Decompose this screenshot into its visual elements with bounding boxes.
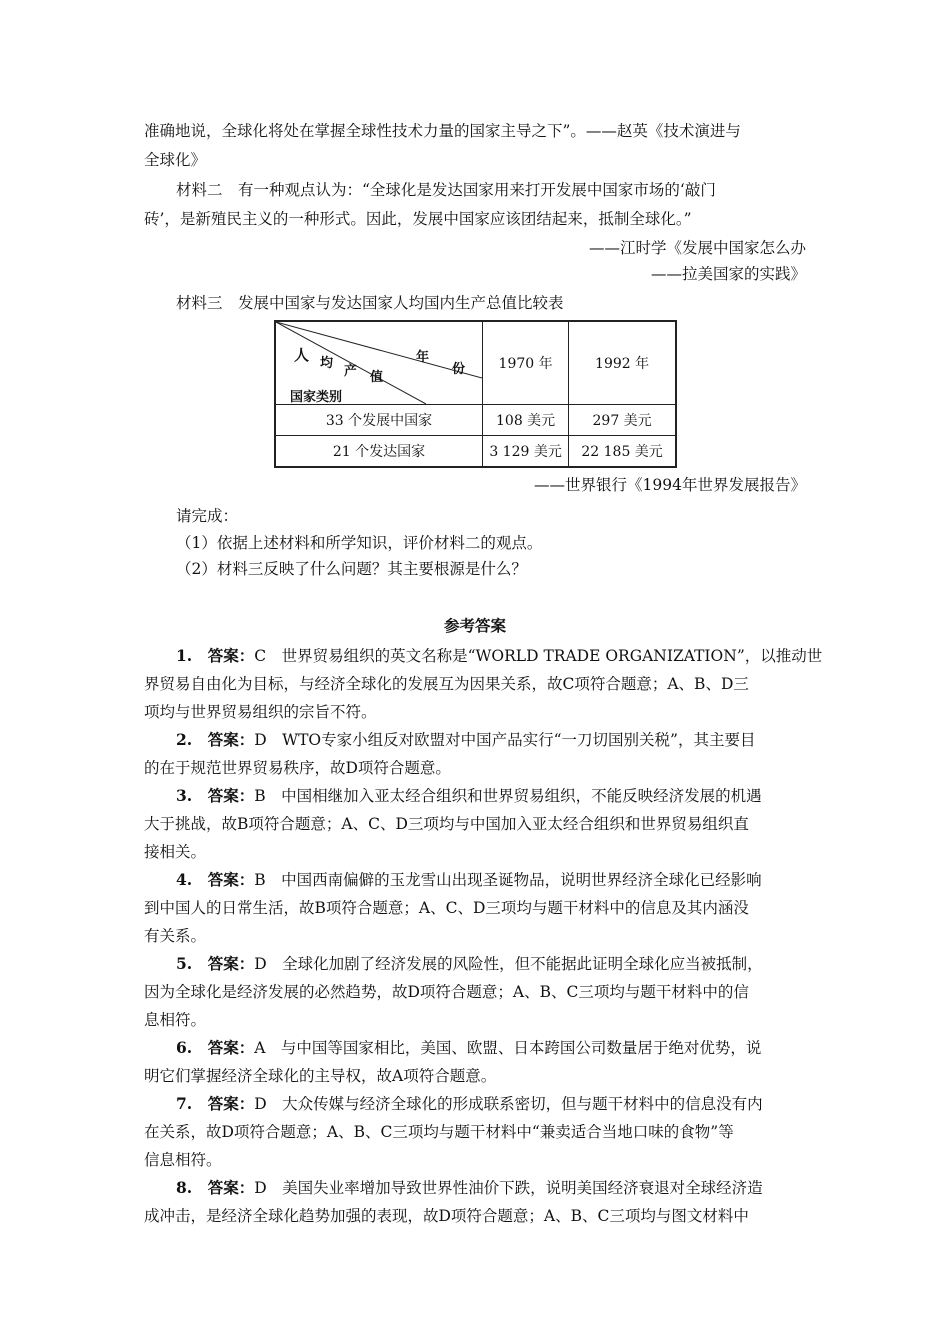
cell-value: 297 美元 bbox=[569, 405, 676, 436]
answer-number: 4. bbox=[176, 870, 208, 889]
answer-text: 中国相继加入亚太经合组织和世界贸易组织，不能反映经济发展的机遇 bbox=[281, 787, 762, 805]
answer-text: 世界贸易组织的英文名称是“WORLD TRADE ORGANIZATION”，以推动世 bbox=[281, 647, 823, 665]
header-char: 均 bbox=[320, 356, 334, 371]
body-text-line: 全球化》 bbox=[144, 151, 207, 169]
table-row bbox=[275, 405, 676, 436]
answer-number: 5. bbox=[176, 954, 208, 973]
header-char: 值 bbox=[370, 370, 384, 385]
answer-label: 答案： bbox=[207, 1094, 255, 1113]
column-header: 1970 年 bbox=[483, 321, 569, 405]
material2-text: 砖’，是新殖民主义的一种形式。因此，发展中国家应该团结起来，抵制全球化。” bbox=[144, 210, 692, 228]
answer-continuation: 的在于规范世界贸易秩序，故D项符合题意。 bbox=[144, 759, 451, 777]
material3-source: ——世界银行《1994年世界发展报告》 bbox=[534, 476, 806, 494]
answer-continuation: 有关系。 bbox=[144, 927, 207, 945]
cell-value: 22 185 美元 bbox=[569, 436, 676, 468]
answer-text: 与中国等国家相比，美国、欧盟、日本跨国公司数量居于绝对优势，说 bbox=[280, 1039, 762, 1057]
answer-text: 美国失业率增加导致世界性油价下跌，说明美国经济衰退对全球经济造 bbox=[282, 1179, 763, 1197]
material3-title: 材料三 发展中国家与发达国家人均国内生产总值比较表 bbox=[176, 294, 564, 312]
header-char: 人 bbox=[294, 346, 310, 364]
answer-letter: B bbox=[254, 871, 282, 889]
answer-continuation: 到中国人的日常生活，故B项符合题意；A、C、D三项均与题干材料中的信息及其内涵没 bbox=[144, 899, 749, 917]
answer-text: 大众传媒与经济全球化的形成联系密切，但与题干材料中的信息没有内 bbox=[282, 1095, 763, 1113]
answer-letter: D bbox=[254, 955, 283, 973]
gdp-comparison-table bbox=[274, 320, 677, 468]
row-label: 21 个发达国家 bbox=[275, 436, 483, 468]
answer-label: 答案： bbox=[207, 870, 255, 889]
answer-text: WTO专家小组反对欧盟对中国产品实行“一刀切国别关税”，其主要目 bbox=[282, 731, 756, 749]
answer-continuation: 息相符。 bbox=[144, 1011, 207, 1029]
answer-continuation: 信息相符。 bbox=[144, 1151, 222, 1169]
answer-continuation: 明它们掌握经济全球化的主导权，故A项符合题意。 bbox=[144, 1067, 497, 1085]
answer-label: 答案： bbox=[207, 1178, 255, 1197]
material2-text: 材料二 有一种观点认为：“全球化是发达国家用来打开发展中国家市场的‘敲门 bbox=[176, 181, 716, 199]
header-char: 份 bbox=[452, 362, 466, 377]
answer-letter: A bbox=[254, 1039, 281, 1057]
column-header: 1992 年 bbox=[569, 321, 676, 405]
answers-title: 参考答案 bbox=[443, 616, 506, 635]
answer-label: 答案： bbox=[207, 646, 255, 665]
answer-letter: D bbox=[254, 1179, 283, 1197]
answer-continuation: 因为全球化是经济发展的必然趋势，故D项符合题意；A、B、C三项均与题干材料中的信 bbox=[144, 983, 749, 1001]
question-2: （2）材料三反映了什么问题？其主要根源是什么？ bbox=[176, 560, 527, 578]
answer-item bbox=[176, 869, 762, 891]
answer-number: 3. bbox=[176, 786, 208, 805]
answer-continuation: 项均与世界贸易组织的宗旨不符。 bbox=[144, 703, 377, 721]
answer-letter: C bbox=[254, 647, 282, 665]
answer-letter: D bbox=[254, 1095, 283, 1113]
cell-value: 3 129 美元 bbox=[483, 436, 569, 468]
answer-item bbox=[176, 729, 755, 751]
answer-continuation: 在关系，故D项符合题意；A、B、C三项均与题干材料中“兼卖适合当地口味的食物”等 bbox=[144, 1123, 734, 1141]
answer-item bbox=[176, 1093, 763, 1115]
answer-item bbox=[176, 1177, 763, 1199]
answer-text: 全球化加剧了经济发展的风险性，但不能据此证明全球化应当被抵制， bbox=[282, 955, 763, 973]
cell-value: 108 美元 bbox=[483, 405, 569, 436]
material2-source: ——拉美国家的实践》 bbox=[650, 265, 806, 283]
answer-number: 7. bbox=[176, 1094, 208, 1113]
answer-number: 8. bbox=[176, 1178, 208, 1197]
answer-label: 答案： bbox=[207, 1038, 255, 1057]
answer-letter: B bbox=[254, 787, 282, 805]
answer-continuation: 大于挑战，故B项符合题意；A、C、D三项均与中国加入亚太经合组织和世界贸易组织直 bbox=[144, 815, 749, 833]
answer-item bbox=[176, 1037, 761, 1059]
answer-item bbox=[176, 645, 822, 667]
answer-number: 2. bbox=[176, 730, 208, 749]
task-intro: 请完成： bbox=[176, 507, 239, 525]
answer-label: 答案： bbox=[207, 786, 255, 805]
table-row bbox=[275, 436, 676, 468]
row-label: 33 个发展中国家 bbox=[275, 405, 483, 436]
body-text-line: 准确地说，全球化将处在掌握全球性技术力量的国家主导之下”。——赵英《技术演进与 bbox=[144, 122, 741, 140]
question-1: （1）依据上述材料和所学知识，评价材料二的观点。 bbox=[176, 534, 543, 552]
answer-continuation: 成冲击，是经济全球化趋势加强的表现，故D项符合题意；A、B、C三项均与图文材料中 bbox=[144, 1207, 749, 1225]
answer-number: 6. bbox=[176, 1038, 208, 1057]
answer-continuation: 接相关。 bbox=[144, 843, 207, 861]
material2-source: ——江时学《发展中国家怎么办 bbox=[588, 239, 806, 257]
answer-label: 答案： bbox=[207, 954, 255, 973]
header-char: 产 bbox=[344, 364, 358, 379]
answer-letter: D bbox=[254, 731, 283, 749]
header-category: 国家类别 bbox=[290, 390, 343, 405]
answer-item bbox=[176, 953, 763, 975]
answer-number: 1. bbox=[176, 646, 208, 665]
answer-text: 中国西南偏僻的玉龙雪山出现圣诞物品，说明世界经济全球化已经影响 bbox=[281, 871, 762, 889]
header-char: 年 bbox=[416, 350, 430, 365]
answer-label: 答案： bbox=[207, 730, 255, 749]
answer-item bbox=[176, 785, 762, 807]
answer-continuation: 界贸易自由化为目标，与经济全球化的发展互为因果关系，故C项符合题意；A、B、D三 bbox=[144, 675, 749, 693]
table-diagonal-header bbox=[275, 321, 483, 405]
